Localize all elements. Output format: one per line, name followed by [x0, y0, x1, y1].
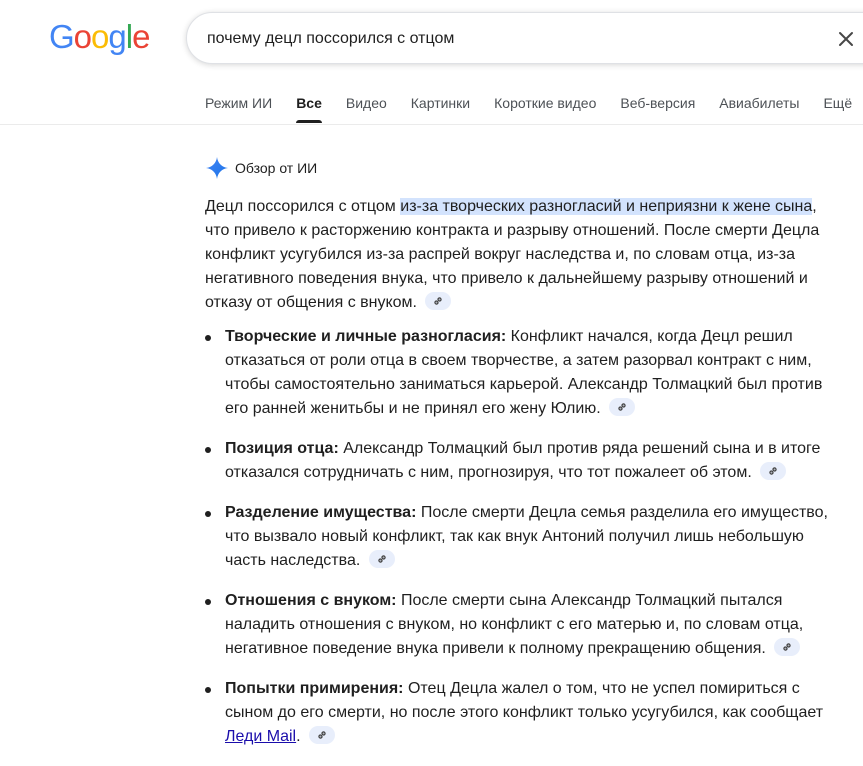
bullet-text: Отец Децла жалел о том, что не успел помириться с сыном до его смерти, но после этого конфликт только усугубился, как сообщает: [225, 680, 824, 721]
logo-letter: o: [73, 18, 92, 55]
source-link-chip[interactable]: [309, 726, 335, 744]
close-icon[interactable]: [834, 27, 858, 51]
list-item: [205, 589, 845, 661]
bullet-title: Отношения с внуком:: [225, 592, 397, 609]
bullet-title: Позиция отца:: [225, 440, 339, 457]
tab-images[interactable]: Картинки: [410, 95, 471, 111]
ai-summary: [205, 195, 845, 315]
search-input[interactable]: [207, 27, 807, 51]
logo-letter: G: [49, 18, 74, 55]
link-icon: [432, 295, 444, 307]
tab-ai-mode[interactable]: Режим ИИ: [205, 95, 273, 111]
list-item: [205, 325, 845, 421]
bullet-text: После смерти сына Александр Толмацкий пытался наладить отношения с внуком, но конфликт с его матерью и, по словам отца, негативное поведение внука привели к полному прекращению общения.: [225, 592, 804, 657]
link-icon: [767, 465, 779, 477]
ai-bullets: [205, 325, 845, 749]
ai-overview-title: Обзор от ИИ: [235, 160, 318, 176]
bullet-title: Попытки примирения:: [225, 680, 404, 697]
list-item: [205, 437, 845, 485]
ai-overview-content: [205, 195, 845, 765]
link-icon: [616, 401, 628, 413]
logo-letter: g: [108, 18, 126, 55]
bullet-text: .: [296, 728, 301, 745]
link-icon: [781, 641, 793, 653]
tab-more[interactable]: Ещё: [823, 95, 853, 111]
ai-overview-header: [205, 156, 317, 180]
bullet-text: Конфликт начался, когда Децл решил отказаться от роли отца в своем творчестве, а затем разорвал контракт с ним, чтобы самостоятельно заниматься карьерой. Александр Толмацкий был против его ранней женитьбы и не принял его жену Юлию.: [225, 328, 823, 417]
bullet-text: Александр Толмацкий был против ряда решений сына и в итоге отказался сотрудничать с ним, прогнозируя, что тот пожалеет об этом.: [225, 440, 821, 481]
link-icon: [316, 729, 328, 741]
list-item: [205, 677, 845, 749]
google-logo[interactable]: [49, 20, 149, 54]
source-link-chip[interactable]: [369, 550, 395, 568]
bullet-text: После смерти Децла семья разделила его имущество, что вызвало новый конфликт, так как внук Антоний получил лишь небольшую часть наследства.: [225, 504, 828, 569]
tabs-divider: [0, 124, 863, 125]
logo-letter: l: [125, 18, 133, 55]
link-icon: [376, 553, 388, 565]
sparkle-icon: [205, 156, 229, 180]
source-link-chip[interactable]: [760, 462, 786, 480]
bullet-title: Творческие и личные разногласия:: [225, 328, 507, 345]
tab-web[interactable]: Веб-версия: [620, 95, 696, 111]
summary-text: , что привело к расторжению контракта и разрыву отношений. После смерти Децла конфликт усугубился из-за распрей вокруг наследства и, по словам отца, из-за негативного поведения внука, что привело к дальнейшему разрыву отношений и отказу от общения с внуком.: [205, 198, 820, 311]
source-link-chip[interactable]: [609, 398, 635, 416]
tab-all[interactable]: Все: [296, 93, 322, 123]
source-link-chip[interactable]: [425, 292, 451, 310]
list-item: [205, 501, 845, 573]
search-tabs: [205, 93, 863, 123]
tab-video[interactable]: Видео: [345, 95, 387, 111]
source-link-lady-mail[interactable]: Леди Mail: [225, 728, 297, 745]
logo-letter: e: [132, 18, 150, 55]
tab-short-videos[interactable]: Короткие видео: [494, 95, 597, 111]
source-link-chip[interactable]: [774, 638, 800, 656]
bullet-title: Разделение имущества:: [225, 504, 417, 521]
summary-highlight: из-за творческих разногласий и неприязни к жене сына: [400, 198, 813, 215]
logo-letter: o: [91, 18, 109, 55]
search-box[interactable]: [186, 12, 863, 64]
tab-flights[interactable]: Авиабилеты: [719, 95, 800, 111]
summary-text: Децл поссорился с отцом: [205, 198, 401, 215]
